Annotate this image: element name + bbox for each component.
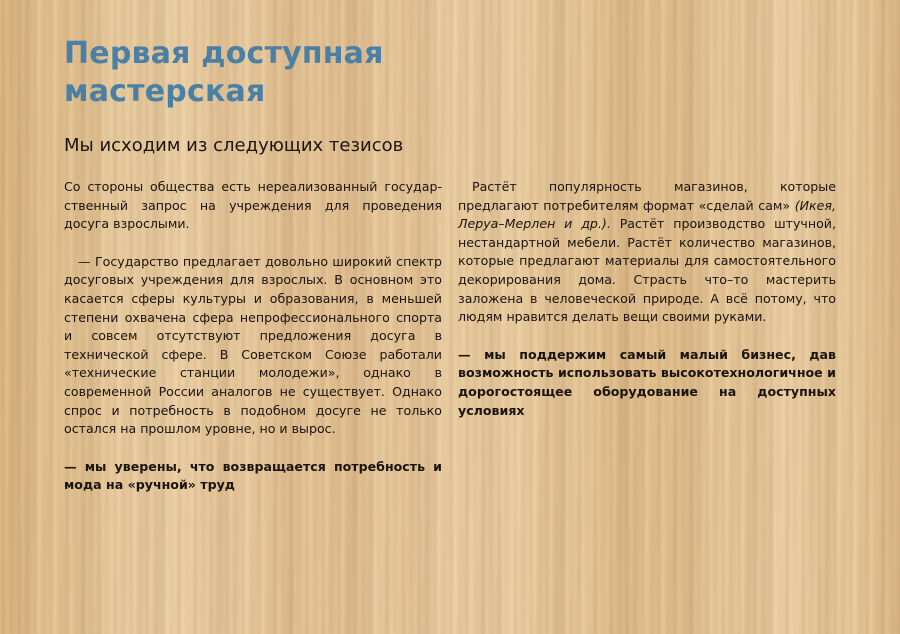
paragraph-gap xyxy=(458,327,836,346)
page-title-line-2: мастерская xyxy=(64,74,266,109)
right-column xyxy=(458,178,836,420)
page-title xyxy=(64,35,384,111)
left-column xyxy=(64,178,442,495)
diy-store-examples: (Икея, Леруа–Мерлен и др.). xyxy=(458,197,836,232)
page-subtitle: Мы исходим из следующих тезисов xyxy=(64,135,404,156)
paragraph-public-demand: Со стороны общества есть нереализованный государственный запрос на учреждения для проведения досуга взрослыми. xyxy=(64,179,442,232)
paragraph-gap xyxy=(64,439,442,458)
thesis-handmade-trend: — мы уверены, что возвращается потребность и мода на «ручной» труд xyxy=(64,458,442,493)
paragraph-gap xyxy=(64,234,442,253)
thesis-small-business: — мы поддержим самый малый бизнес, дав возможность использовать высокотехнологичное и дорогостоящее оборудование на доступных условиях xyxy=(458,346,836,418)
page-title-line-1: Первая доступная xyxy=(64,36,384,71)
diy-text-end: Растёт производство штучной, нестандартной мебели. Растёт количество магазинов, которые предлагают материалы для самостоятельного декорирования дома. Страсть что–то мастерить заложена в человеческой природе. А всё потому, что людям нравится делать вещи своими руками. xyxy=(458,216,836,325)
paragraph-diy-popularity xyxy=(458,178,836,327)
diy-text-start: Растёт популярность магазинов, которые предлагают потребителям формат «сделай сам» xyxy=(458,179,836,213)
paragraph-state-leisure: — Государство предлагает довольно широкий спектр досуговых учреждения для взрослых. В основном это касается сферы культуры и образования, в меньшей степени охвачена сфера непрофессионального спорта и совсем отсутствуют предложения досуга в технической сфере. В Советском Союзе работали «технические станции молодежи», однако в современной России аналогов не существует. Однако спрос и потребность в подобном досуге не только остался на прошлом уровне, но и вырос. xyxy=(64,253,442,437)
